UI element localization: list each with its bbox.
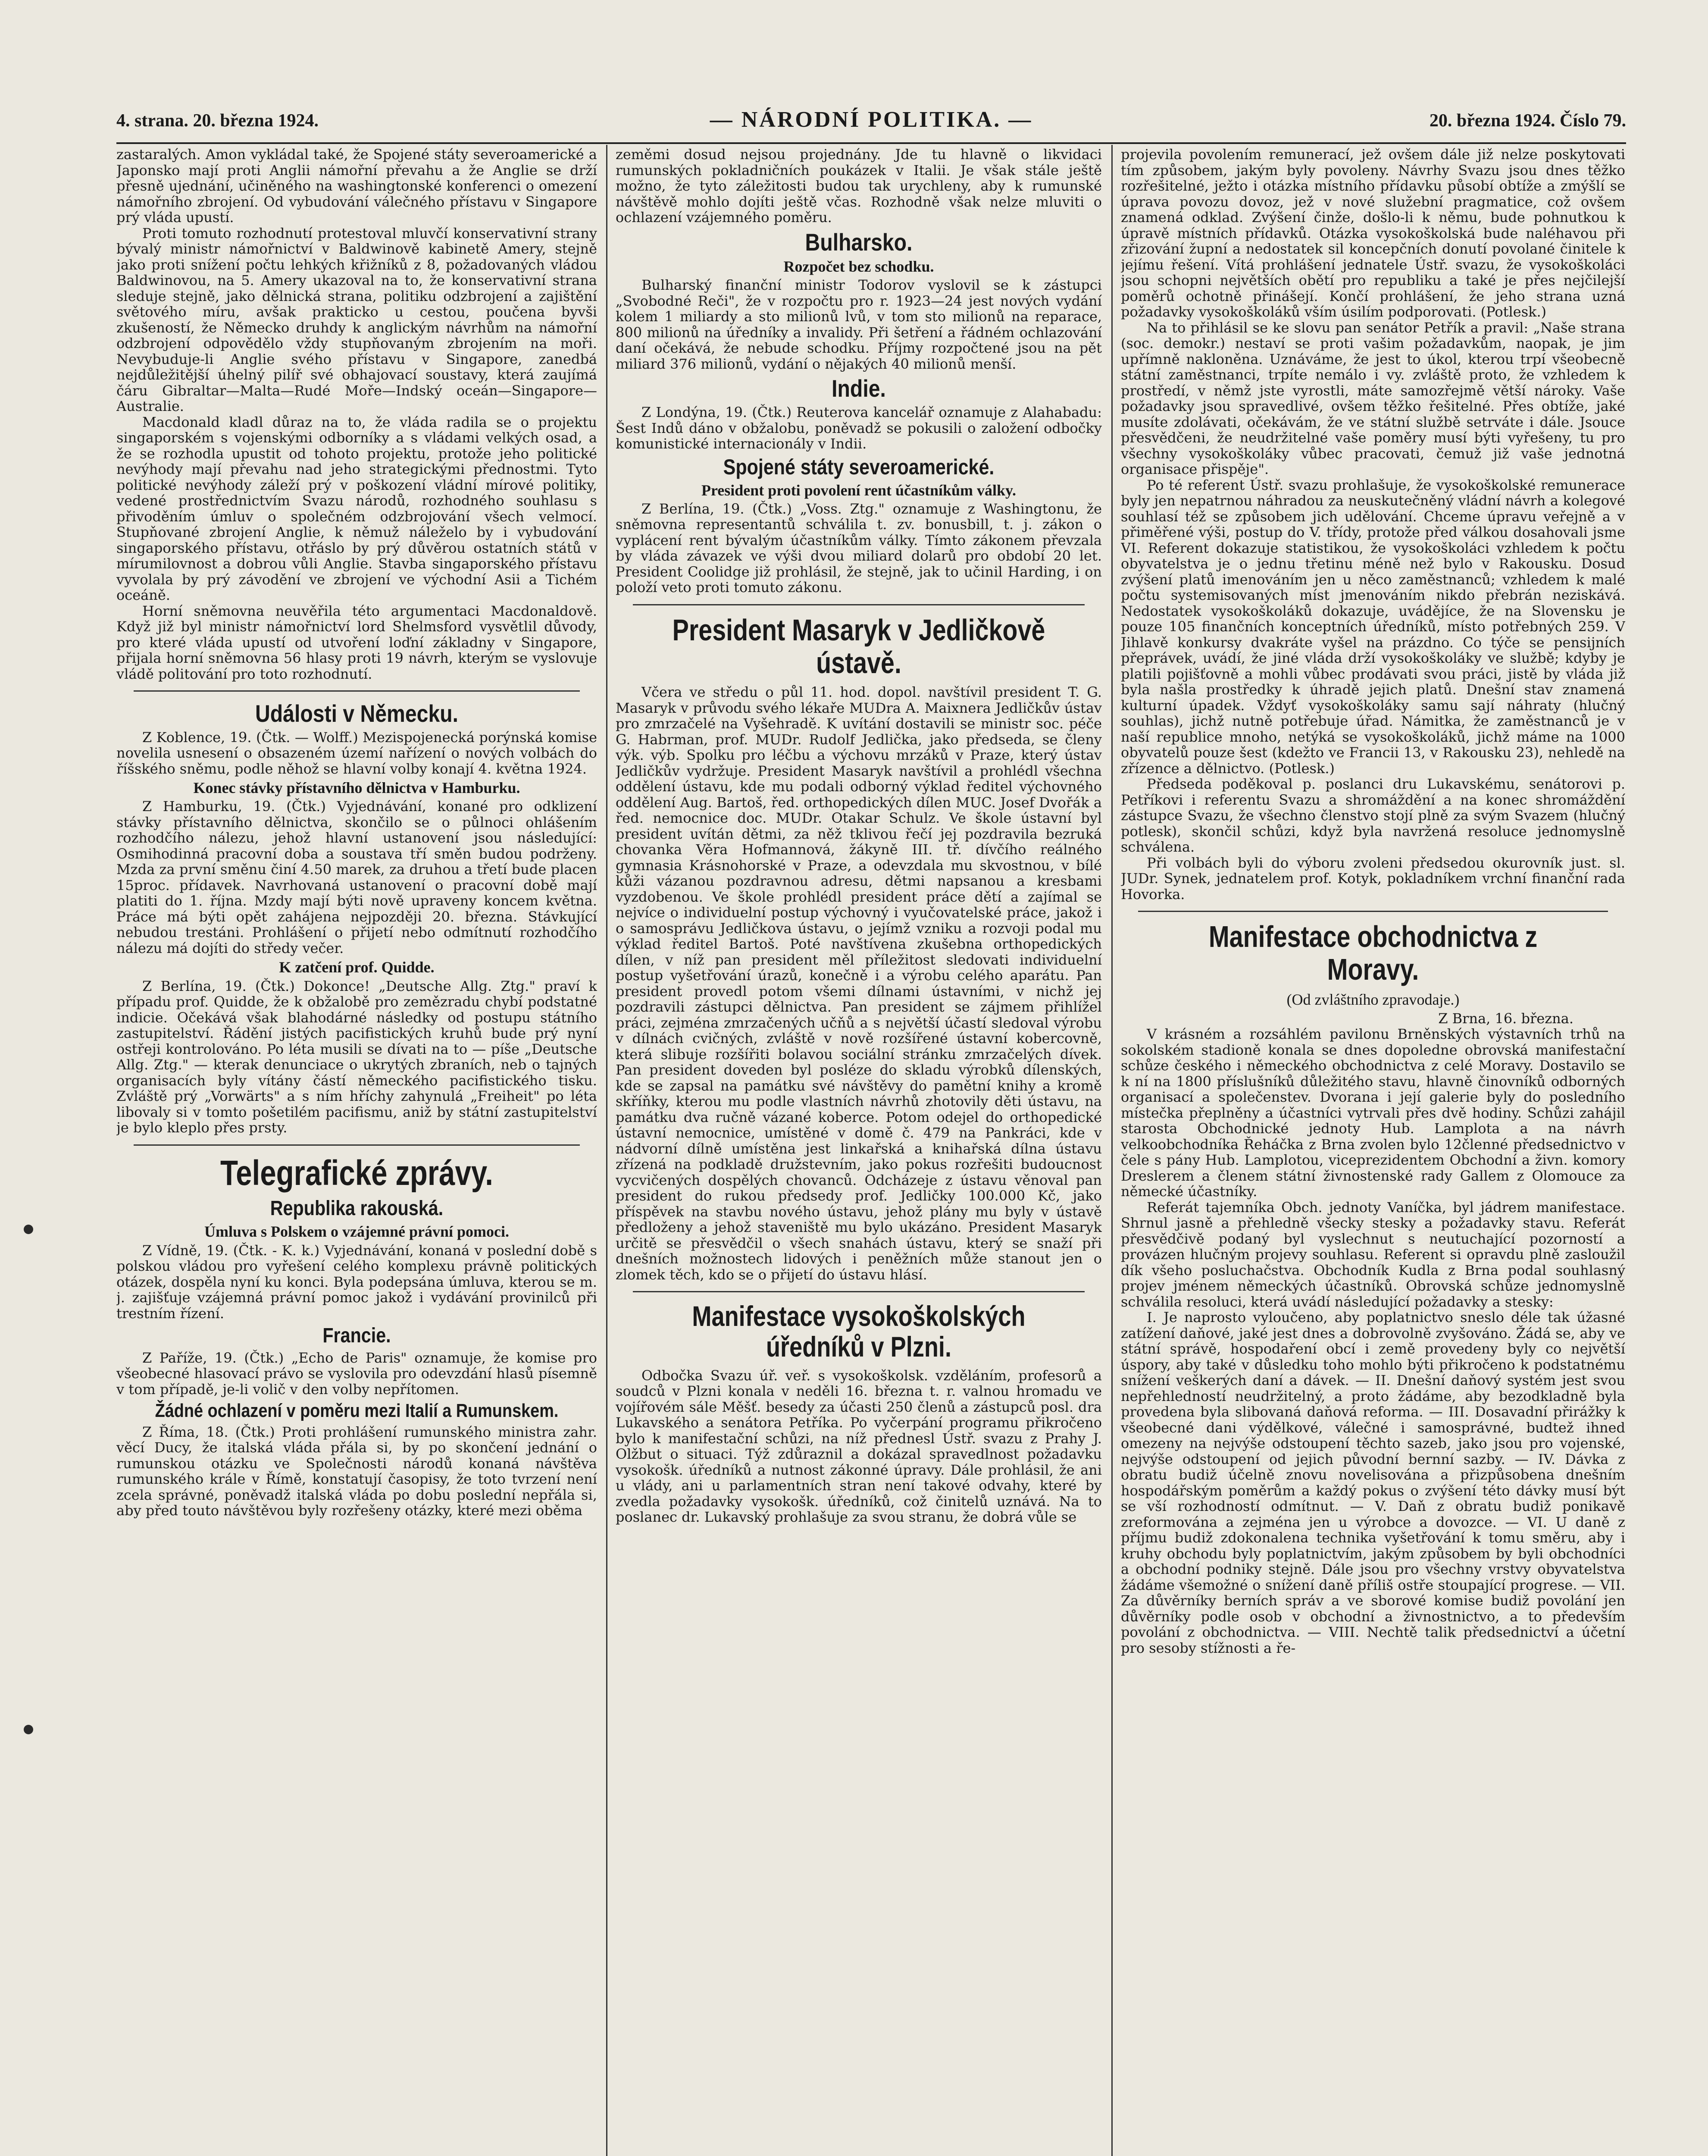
page-number-date: 4. strana. 20. března 1924.	[116, 111, 319, 131]
article-paragraph: Z Hamburku, 19. (Čtk.) Vyjednávání, konané pro odklizení stávky přístavního dělnictva, skončilo se o půlnoci ohlášením rozhodčího nálezu, jehož hlavní ustanovení jsou následující: Osmihodinná pracovní doba a soustava tří směn budou podrženy. Mzda za první směnu činí 4.50 marek, za druhou a třetí bude placen 15proc. přídavek. Navrhovaná ustanovení o pracovní době mají platiti do 1. října. Mzdy mají býti nově upraveny koncem května. Práce má býti opět zahájena nejpozději 20. března. Stávkující nebudou trestáni. Prohlášení o přijetí nebo odmítnutí rozhodčího nálezu má dojíti do středy večer.	[116, 798, 597, 956]
column-rule-2	[1111, 145, 1113, 2156]
article-paragraph: V krásném a rozsáhlém pavilonu Brněnských výstavních trhů na sokolském stadioně konala se dnes dopoledne obrovská manifestační schůze českého i německého obchodnictva z celé Moravy. Dostavilo se k ní na 1800 příslušníků důležitého stavu, hlavně činovníků odborných organisací a společenstev. Dvorana i její galerie byly do posledního místečka přeplněny a účastníci vytrvali přes dvě hodiny. Schůzi zahájil starosta Obchodnické jednoty Hub. Lamplota a na návrh velkoobchodníka Řeháčka z Brna zvolen bylo 12členné předsednictvo v čele s pány Hub. Lamplotou, viceprezidentem Obchodní a živn. komory Dreslerem a členem státní živnostenské rady Gallem z Olomouce za německé účastníky.	[1121, 1026, 1625, 1200]
article-paragraph: Bulharský finanční ministr Todorov vyslovil se k zástupci „Svobodné Reči", že v rozpočtu pro r. 1923—24 jest nových vydání kolem 1 miliardy a sto milionů lvů, v tom sto milionů na reparace, 800 milionů na úředníky a invalidy. Při šetření a řádném ochlazování daní očekává, že nebude schodku. Příjmy rozpočtené jsou na pět miliard 376 milionů, vydání o nějakých 40 milionů menší.	[616, 277, 1102, 372]
punch-hole	[24, 1725, 33, 1734]
article-paragraph: Odbočka Svazu úř. veř. s vysokoškolsk. vzděláním, profesorů a soudců v Plzni konala v neděli 16. března t. r. valnou hromadu ve vojířovém sále Měšť. besedy za účasti 250 členů a zástupců posl. dra Lukavského a senátora Petříka. Po vyčerpání programu přikročeno bylo k manifestační schůzi, na níž přednesl Ústř. svazu z Prahy J. Olžbut o situaci. Týž zdůraznil a dokázal spravedlnost požadavku vysokošk. úředníků a nutnost zákonné úpravy. Dále prohlásil, že ani u vlády, ani u parlamentních stran není takové odvahy, které by zvedla požadavky vysokošk. úředníků, což činitelů uznává. Na to poslanec dr. Lukavský prohlašuje za svou stranu, že dobrá vůle se	[616, 1367, 1102, 1526]
headline-telegraf: Telegrafické zprávy.	[220, 1153, 493, 1193]
headline-plzen: Manifestace vysokoškolských úředníků v Plzni.	[692, 1300, 1026, 1363]
punch-hole	[24, 1225, 33, 1234]
section-divider	[1138, 911, 1608, 912]
headline-indie: Indie.	[832, 375, 886, 402]
article-paragraph: Z Londýna, 19. (Čtk.) Reuterova kancelář oznamuje z Alahabadu: Šest Indů dáno v obžalobu, poněvadž se pokusili o založení odbočky komunistické internacionály v Indii.	[616, 404, 1102, 452]
article-paragraph: zastaralých. Amon vykládal také, že Spojené státy severoamerické a Japonsko mají proti Anglii námořní převahu a že Anglie se drží přesně ujednání, učiněného na washingtonské konferenci o omezení námořního zbrojení. Od vybudování válečného přístavu v Singapore prý vláda upustí.	[116, 147, 597, 226]
article-paragraph: Při volbách byli do výboru zvoleni předsedou okurovník just. sl. JUDr. Synek, jednatelem prof. Kotyk, pokladníkem vrchní finanční rada Hovorka.	[1121, 854, 1625, 903]
article-paragraph: projevila povolením remunerací, jež ovšem dále již nelze poskytovati tím způsobem, jakým byly povoleny. Návrhy Svazu jsou dnes těžko rozřešitelné, ježto i otázka místního přídavku působí obtíže a zmýšlí se úprava povozu dovoz, jež v nové služební pragmatice, což ovšem znamená odklad. Zvýšení činže, došlo-li k němu, bude pohnutkou k úpravě místních přídavků. Otázka vysokoškolská bude naléhavou při zřizování župní a nedostatek sil koncepčních donutí povolané činitele k jejímu řešení. Vítá prohlášení jednatele Ústř. svazu, že vysokoškoláci jsou schopni největších obětí pro republiku a také je přes nejčilejší poměrů ochotně přinášejí. Končí prohlášení, že jeho strana uzná požadavky vysokoškoláků vším úsilím podporovati. (Potlesk.)	[1121, 147, 1625, 320]
headline-masaryk: President Masaryk v Jedličkově ústavě.	[672, 613, 1045, 680]
masthead-title: — NÁRODNÍ POLITIKA. —	[710, 107, 1033, 132]
article-paragraph: Na to přihlásil se ke slovu pan senátor Petřík a pravil: „Naše strana (soc. demokr.) nestaví se proti vašim požadavkům, naopak, je jim upřímně nakloněna. Uznáváme, že jest to úkol, kterou trpí všeobecně státní zaměstnanci, trpíte nemálo i vy. zvláště proto, že vzhledem k prostředí, v němž jste vyrostli, máte samozřejmě větší nároky. Vaše požadavky jsou spravedlivé, ovšem těžko řešitelné. Přes obtíže, jaké musíte zdolávati, očekávám, že ve státní službě setrváte i dále. Jsouce přesvědčeni, že neudržitelné vaše poměry musí býti vyřešeny, tu pro všechny vysokoškoláky vůbec pracovati, čemuž již vaše jednotná organisace přispěje".	[1121, 319, 1625, 477]
headline-nemecko: Události v Německu.	[255, 700, 459, 727]
headline-rakousko: Republika rakouská.	[270, 1197, 444, 1220]
article-paragraph: I. Je naprosto vyloučeno, aby poplatnictvo sneslo déle tak úžasné zatížení daňové, jaké jest dnes a dobrovolně zvyšováno. Žádá se, aby ve státní správě, hospodaření obcí i země provedeny byly co největší úspory, aby také v důsledku toho mohlo býti přikročeno k podstatnému snížení veškerých daní a dávek. — II. Dnešní daňový systém jest svou nepřehledností neudržitelný, a proto žádáme, aby bezodkladně byla provedena byla slibovaná daňová reforma. — III. Dosavadní přirážky k všeobecné dani výdělkové, válečné i samosprávné, budtež ihned omezeny na nejvýše odstoupení těchto sazeb, jako jsou pro vojenské, nejvýše odstoupení od jejich původní bernní sazby. — IV. Dávka z obratu budiž účelně znovu novelisována a přizpůsobena dnešním hospodářským poměrům a každý pokus o zvýšení této dávky musí být se vší rozhodností odmítnut. — V. Daň z obratu budiž ponikavě zreformována a zejména jen u výrobce a dovozce. — VI. U daně z příjmu budiž zdokonalena technika vyšetřování k tomu směru, aby i kruhy obchodu byly poplatnictvím, jakým způsobem by byli obchodníci a obchodní podniky stejně. Dále jsou pro všechny vrstvy obyvatelstva žádáme všemožné o snížení daně příliš ostře stoupající progrese. — VII. Za důvěrníky berních správ a ve sborové komise budiž povolání jen důvěrníky podle osob v obchodní a živnostnictvo, a to především povolání z obchodnictva. — VIII. Nechtě talik předsednictví a účetní pro sesoby stížnosti a ře-	[1121, 1309, 1625, 1656]
section-divider	[633, 1291, 1085, 1292]
column-2	[616, 147, 1102, 2156]
headline-quidde: K zatčení prof. Quidde.	[279, 959, 435, 976]
header-rule	[116, 142, 1626, 144]
article-paragraph: Předseda poděkoval p. poslanci dru Lukavskému, senátorovi p. Petříkovi i referentu Svazu a shromáždění a na konec shromáždění zástupce Svazu, že všechno členstvo stojí plně za svým Svazem (hlučný potlesk), skončil schůzi, když byla navržená resoluce jednomyslně schválena.	[1121, 776, 1625, 855]
headline-italie: Žádné ochlazení v poměru mezi Italií a Rumunskem.	[155, 1400, 559, 1422]
headline-umluva: Úmluva s Polskem o vzájemné právní pomoci.	[204, 1223, 509, 1241]
article-paragraph: Z Koblence, 19. (Čtk. — Wolff.) Mezispojenecká porýnská komise novelila usnesení o obsazeném území nařízení o nových volbách do říšského sněmu, podle něhož se hlavní volby konají 4. května 1924.	[116, 729, 597, 777]
headline-bulharsko: Bulharsko.	[805, 228, 913, 256]
article-paragraph: Z Říma, 18. (Čtk.) Proti prohlášení rumunského ministra zahr. věcí Ducy, že italská vláda přála si, by po skončení jednání o rumunskou otázku ve Společnosti národů konaná návštěva rumunského krále v Římě, konstatují časopisy, že toto tvrzení není zcela správné, poněvadž italská vláda po dobu poslední nepřála si, aby před touto návštěvou byly rozřešeny otázky, které mezi oběma	[116, 1423, 597, 1519]
headline-hamburk: Konec stávky přístavního dělnictva v Hamburku.	[193, 779, 520, 797]
headline-rozpocet: Rozpočet bez schodku.	[783, 258, 934, 276]
article-paragraph: zeměmi dosud nejsou projednány. Jde tu hlavně o likvidaci rumunských pokladničních poukázek v Italii. Je však stále ještě možno, že tyto záležitosti budou tak urychleny, aby k rumunské návštěvě mohlo dojíti ještě včas. Rozhodně však nelze mluviti o ochlazení vzájemného poměru.	[616, 147, 1102, 226]
article-paragraph: Z Berlína, 19. (Čtk.) „Voss. Ztg." oznamuje z Washingtonu, že sněmovna representantů schválila t. zv. bonusbill, t. j. zákon o vyplácení rent bývalým účastníkům války. Tímto zákonem převzala by vláda závazek ve výši dvou miliard dolarů pro období 20 let. President Coolidge již prohlásil, že stejně, jak to učinil Harding, i on položí veto proti tomuto zákonu.	[616, 500, 1102, 596]
headline-usa: Spojené státy severoamerické.	[723, 454, 995, 479]
article-paragraph: Referát tajemníka Obch. jednoty Vaníčka, byl jádrem manifestace. Shrnul jasně a přehledně všecky stesky a požadavky stavu. Referát přesvědčivě podaný byl vyslechnut s neutuchající pozorností a provázen hlučným projevy souhlasu. Referent si opravdu plně zasloužil dík všeho posluchačstva. Obchodník Kudla z Brna podal souhlasný projev jménem německých účastníků. Obrovská schůze jednomyslně schválila resoluci, která uvádí následující požadavky a stesky:	[1121, 1199, 1625, 1310]
column-3	[1121, 147, 1625, 2156]
section-divider	[633, 604, 1085, 605]
headline-morava-sub: (Od zvláštního zpravodaje.)	[1286, 991, 1460, 1009]
article-paragraph: Macdonald kladl důraz na to, že vláda radila se o projektu singaporském s vojenskými odborníky a s vládami velkých osad, a že se rozhodla upustit od tohoto projektu, protože jeho politické nevýhody mají převahu nad jeho strategickými přednostmi. Tyto politické nevýhody záleží prý v poškození vládní mírové politiky, vedené prostřednictvím Svazu národů, rozhodného souhlasu s přivoděním úmluv o společném odzbrojování všech velmocí. Stupňované zbrojení Anglie, k němuž náleželo by i vybudování singaporského přístavu, otřáslo by prý důvěrou ostatních států v mírumilovnost a dobrou vůli Anglie. Stavba singaporského přístavu vyvolala by prý závodění ve zbrojení ve východní Asii a Tichém oceáně.	[116, 414, 597, 603]
article-paragraph: Z Berlína, 19. (Čtk.) Dokonce! „Deutsche Allg. Ztg." praví k případu prof. Quidde, že k obžalobě pro zemězradu chybí podstatné indicie. Očekává však blahodárné následky od postupu státního zastupitelství. Řádění jistých pacifistických kruhů bude prý nyní ostřeji kontrolováno. Po léta musili se dívati na to — píše „Deutsche Allg. Ztg." — kterak denunciace o ukrytých zbraních, neb o tajných organisacích byly vítány částí německého pacifistického tisku. Zvláště prý „Vorwärts" a s ním hříchy zahynulá „Freiheit" po léta libovaly si v tomto pošetilém pacifismu, aniž by státní zastupitelství je bylo kleplo přes prsty.	[116, 978, 597, 1136]
issue-number: 20. března 1924. Číslo 79.	[1429, 111, 1626, 131]
article-paragraph: Horní sněmovna neuvěřila této argumentaci Macdonaldově. Když již byl ministr námořnictví lord Shelmsford vysvětlil důvody, pro které vláda upustí od utvoření loďní základny v Singapore, přijala horní sněmovna 56 hlasy proti 19 návrh, kterým se vyslovuje vládě politování pro toto rozhodnutí.	[116, 602, 597, 682]
headline-morava: Manifestace obchodnictva z Moravy.	[1208, 920, 1538, 986]
section-divider	[134, 1144, 580, 1146]
section-divider	[134, 690, 580, 692]
headline-francie: Francie.	[322, 1324, 391, 1348]
article-paragraph: Z Paříže, 19. (Čtk.) „Echo de Paris" oznamuje, že komise pro všeobecné hlasovací právo se vyslovila pro odevzdání hlasů písemně v tom případě, je-li volič v den volby nepřítomen.	[116, 1349, 597, 1398]
article-paragraph: Včera ve středu o půl 11. hod. dopol. navštívil president T. G. Masaryk v průvodu svého lékaře MUDra A. Maixnera Jedličkův ústav pro zmrzačelé na Vyšehradě. K uvítání dostavili se ministr soc. péče G. Habrman, prof. MUDr. Rudolf Jedlička, jako předseda, se členy výk. výb. Spolku pro léčbu a výchovu mrzáků v Praze, který ústav Jedličkův vydržuje. President Masaryk navštívil a prohlédl všechna oddělení ústavu, kde mu podali odborný výklad ředitel výchovného oddělení Aug. Bartoš, řed. orthopedických dílen MUC. Josef Dvořák a řed. nemocnice doc. MUDr. Otakar Schulz. Ve škole ústavní byl president uvítán dětmi, za něž tklivou řečí jej pozdravila bezruká chovanka Věra Hofmannová, žákyně III. tř. dívčího reálného gymnasia Krásnohorské v Praze, a odevzdala mu skvostnou, v bílé kůži vázanou pozdravnou adresu, dětmi napsanou a kresbami vyzdobenou. Ve škole prohlédl president práce dětí a zajímal se nejvíce o individuelní postup výchovný i vyučovatelské práce, jakož i o samosprávu Jedličkova ústavu, o jejímž vzniku a rozvoji podal mu výklad ředitel Bartoš. Poté navštívena zkušebna orthopedických dílen, v níž pan president měl příležitost sledovati individuelní postup vyšetřování úrazů, konečně i a výrobu celého aparátu. Pan president provedl potom všemi dílnami ústavními, v nichž jej pozdravili zástupci dělnictva. Pan president se zájmem přihlížel práci, zejména zmrzačených učňů a s největší účastí sledoval výrobu v dílnách cvičných, zvláště v nově rozšířené ústavní kobercovně, která slibuje rozšířiti bolavou sociální stránku zmrzačelých dívek. Pan president doveden byl posléze do skladu výrobků dílenských, kde se zapsal na památku své návštěvy do pamětní knihy a kromě skříňky, kterou mu podle vlastních návrhů zhotovily děti ústavu, na památku dva ručně vázané koberce. Potom odejel do orthopedické ústavní nemocnice, umístěné v domě č. 479 na Pankráci, kde v nádvorní dílně umístěna jest linkařská a knihařská dílna ústavu zřízená na podkladě družstevním, jako pokus rozřešiti budoucnost vycvičených dospělých chovanců. Odcházeje z ústavu věnoval pan president do rukou předsedy prof. Jedličky 100.000 Kč, jako příspěvek na stavbu nového ústavu, jehož plány mu byly v ústavě předloženy a jehož staveniště mu bylo ukázáno. President Masaryk určitě se přesvědčil o všech snahách ústavu, který se snaží při dnešních možnostech lidových i peněžních může stanout jen o zlomek těch, kdo se o přijetí do ústavu hlásí.	[616, 684, 1102, 1283]
headline-rent: President proti povolení rent účastníkům války.	[701, 481, 1017, 499]
column-rule-1	[606, 145, 607, 2156]
article-paragraph: Proti tomuto rozhodnutí protestoval mluvčí konservativní strany bývalý ministr námořnictví v Baldwinově kabinetě Amery, stejně jako proti snížení počtu lehkých křižníků z 8, požadovaných vládou Baldwinovou, na 5. Amery ukazoval na to, že konservativní strana sleduje stejně, jako dělnická strana, politiku odzbrojení a zajištění světového míru, avšak prakticko u cestou, poučena byvši zkušeností, že Německo druhdy k anglickým návrhům na námořní odzbrojení odpovědělo vždy stupňovaným zbrojením na moři. Nevybuduje-li Anglie svého přístavu v Singapore, zanedbá nejdůležitější úhelný pilíř své obhajovací soustavy, která zaujímá čáru Gibraltar—Malta—Rudé Moře—Indský oceán—Singapore—Australie.	[116, 225, 597, 414]
article-paragraph: Z Vídně, 19. (Čtk. - K. k.) Vyjednávání, konaná v poslední době s polskou vládou pro vyřešení celého komplexu právně politických otázek, dospěla nyní ku konci. Byla podepsána úmluva, kterou se m. j. zajišťuje vzájemná právní pomoc jakož i vydávání provinilců při trestním řízení.	[116, 1242, 597, 1322]
dateline: Z Brna, 16. března.	[1438, 1010, 1573, 1027]
running-head	[116, 107, 1626, 146]
column-1	[116, 147, 597, 2156]
article-paragraph: Po té referent Ústř. svazu prohlašuje, že vysokoškolské remunerace byly jen nepatrnou náhradou za neuskutečněný vládní návrh a kolegové souhlasí též se způsobem jich udělování. Chceme úpravu veřejně a v přiměřené výši, postup do V. třídy, protože před válkou dosahovali jsme VI. Referent dokazuje statistikou, že vysokoškoláci vzhledem k počtu obyvatelstva je o jednu třetinu méně než bylo v Rakousku. Dosud zvýšení platů imenováním jen u něco zaměstnanců; vzhledem k malé počtu systemisovaných míst jmenováním nikdo přebrán neziskává. Nedostatek vysokoškoláků dokazuje, uvádějíce, že na Slovensku je pouze 105 finančních konceptních úředníků, místo potřebných 259. V Jihlavě konkursy dvakráte vyšel na prázdno. Co týče se pensijních přeprávek, uvádí, že jiné vláda drží vysokoškoláky ve službě; kdyby je platili pojišťovně a mohli vůbec prodávati svou práci, jistě by vláda již byla našla prostředky k úhradě jejich platů. Dnešní stav znamená kulturní úpadek. Vždyť vysokoškoláky samu sají náhraty (hlučný souhlas), jichž nutně potřebuje úřad. Námitka, že zaměstnanců je v naší republice mnoho, netýká se vysokoškoláků, jichž máme na 1000 obyvatelů pouze šest (kdežto ve Francii 13, v Rakousku 23), nehledě na zřízence a dělnictvo. (Potlesk.)	[1121, 476, 1625, 777]
